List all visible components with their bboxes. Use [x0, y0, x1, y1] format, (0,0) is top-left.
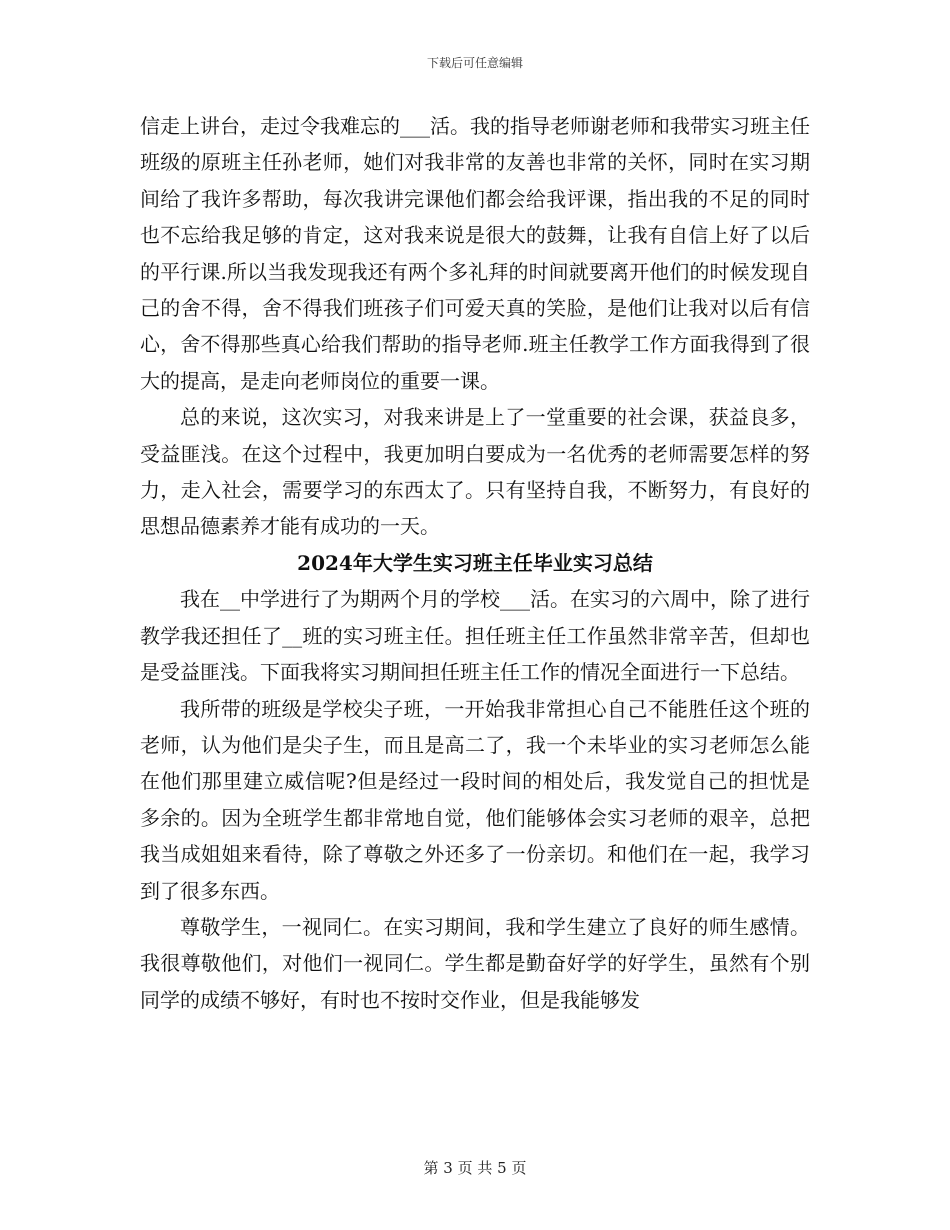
paragraph-class: 我所带的班级是学校尖子班，一开始我非常担心自己不能胜任这个班的老师，认为他们是尖子生，而且是高二了，我一个未毕业的实习老师怎么能在他们那里建立威信呢?但是经过一段时间的相处后，我发觉自己的担忧是多余的。因为全班学生都非常地自觉，他们能够体会实习老师的艰辛，总把我当成姐姐来看待，除了尊敬之外还多了一份亲切。和他们在一起，我学习到了很多东西。 [140, 696, 810, 903]
paragraph-summary: 总的来说，这次实习，对我来讲是上了一堂重要的社会课，获益良多，受益匪浅。在这个过程中，我更加明白要成为一名优秀的老师需要怎样的努力，走入社会，需要学习的东西太了。只有坚持自我，不断努力，有良好的思想品德素养才能有成功的一天。 [140, 405, 810, 539]
document-body [140, 108, 810, 1018]
paragraph-respect: 尊敬学生，一视同仁。在实习期间，我和学生建立了良好的师生感情。我很尊敬他们，对他们一视同仁。学生都是勤奋好学的好学生，虽然有个别同学的成绩不够好，有时也不按时交作业，但是我能够发 [140, 914, 810, 1012]
paragraph-continued: 信走上讲台，走过令我难忘的___活。我的指导老师谢老师和我带实习班主任班级的原班主任孙老师，她们对我非常的友善也非常的关怀，同时在实习期间给了我许多帮助，每次我讲完课他们都会给我评课，指出我的不足的同时也不忘给我足够的肯定，这对我来说是很大的鼓舞，让我有自信上好了以后的平行课.所以当我发现我还有两个多礼拜的时间就要离开他们的时候发现自己的舍不得，舍不得我们班孩子们可爱天真的笑脸，是他们让我对以后有信心，舍不得那些真心给我们帮助的指导老师.班主任教学工作方面我得到了很大的提高，是走向老师岗位的重要一课。 [140, 114, 810, 393]
page-number: 第 3 页 共 5 页 [423, 1159, 527, 1177]
page-header: 下载后可任意编辑 [426, 56, 523, 70]
section-title: 2024年大学生实习班主任毕业实习总结 [297, 550, 653, 575]
paragraph-intro: 我在__中学进行了为期两个月的学校___活。在实习的六周中，除了进行教学我还担任了__班的实习班主任。担任班主任工作虽然非常辛苦，但却也是受益匪浅。下面我将实习期间担任班主任工作的情况全面进行一下总结。 [140, 587, 810, 685]
